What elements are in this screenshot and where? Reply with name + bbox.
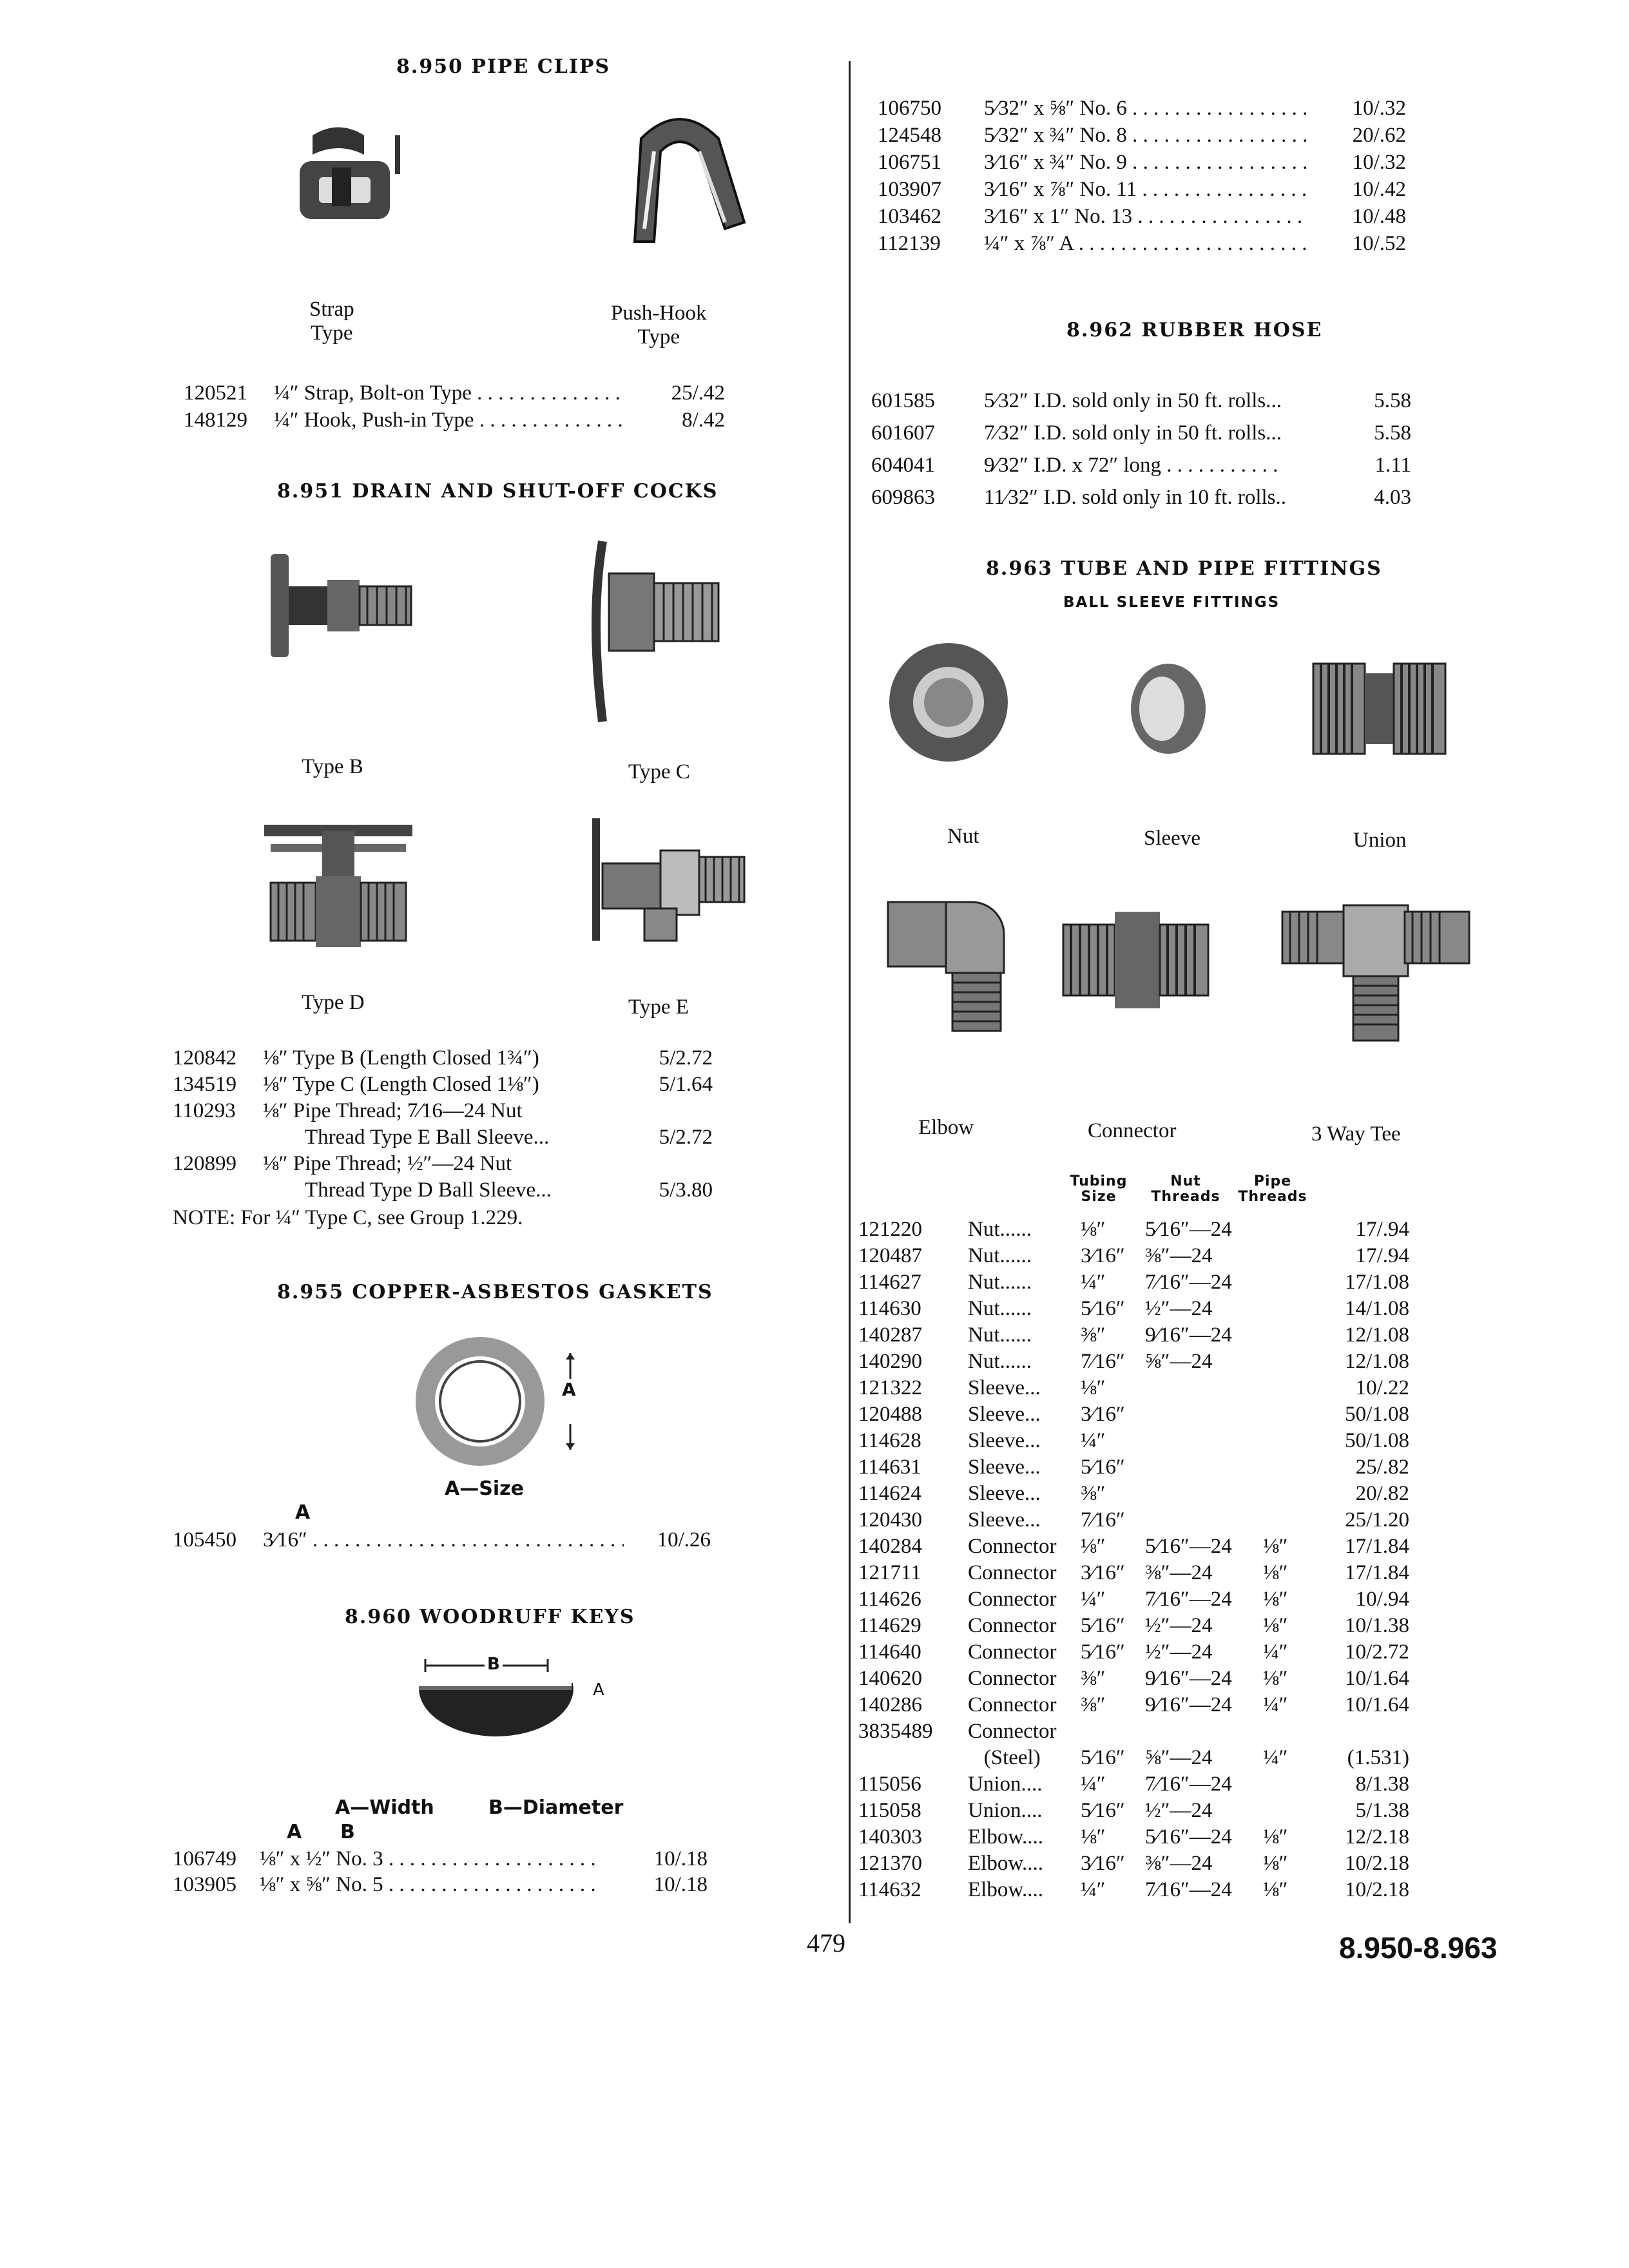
table-row (858, 1401, 1409, 1427)
part-number: 140286 (858, 1693, 922, 1716)
sleeve-caption: Sleeve (1144, 827, 1200, 850)
part-description: 7⁄32″ I.D. sold only in 50 ft. rolls... (984, 421, 1282, 445)
part-number: 148129 (184, 408, 247, 432)
fitting-name: Sleeve... (968, 1376, 1041, 1399)
part-price: 10/.32 (1352, 97, 1406, 120)
fitting-name: Sleeve... (968, 1482, 1041, 1505)
part-price: 10/.22 (1355, 1376, 1409, 1399)
part-price: 10/.32 (1352, 151, 1406, 174)
table-row (858, 1481, 1409, 1506)
part-number: 140287 (858, 1323, 922, 1347)
gaskets-title: 8.955 COPPER-ASBESTOS GASKETS (277, 1281, 713, 1303)
tubing-size: 3⁄16″ (1081, 1852, 1125, 1875)
part-number: 114631 (858, 1456, 921, 1479)
part-number: 112139 (878, 232, 941, 255)
strap-type-caption (309, 298, 354, 345)
woodruff-dim-a: A (593, 1680, 604, 1700)
part-price: 5/3.80 (659, 1178, 713, 1202)
fitting-name: Union.... (968, 1773, 1043, 1796)
tubing-size: ⅜″ (1081, 1693, 1106, 1716)
table-row (858, 1375, 1409, 1401)
part-price: 5/2.72 (659, 1126, 713, 1149)
table-row (858, 1613, 1409, 1639)
fitting-name: Nut...... (968, 1271, 1032, 1294)
nut-thread: 9⁄16″—24 (1145, 1667, 1232, 1690)
table-row (878, 204, 1406, 229)
table-row (858, 1296, 1409, 1321)
fitting-name: Union.... (968, 1799, 1043, 1822)
table-row (858, 1718, 1409, 1744)
part-description: 5⁄32″ x ¾″ No. 8 . . . (984, 122, 1306, 148)
tubing-size: ¼″ (1081, 1773, 1106, 1796)
part-description: 5⁄32″ x ⅝″ No. 6 . . . (984, 95, 1306, 121)
part-number: 120842 (173, 1046, 236, 1070)
part-number: 140303 (858, 1825, 922, 1849)
elbow-fitting-illustration (882, 889, 1010, 1037)
part-number: 103905 (173, 1873, 236, 1896)
fitting-name: Sleeve... (968, 1403, 1041, 1426)
tube-fittings-title: 8.963 TUBE AND PIPE FITTINGS (986, 557, 1382, 580)
fitting-name: Connector (968, 1720, 1057, 1743)
fitting-name: Nut...... (968, 1218, 1032, 1241)
sleeve-fitting-illustration (1126, 660, 1210, 757)
caption-line: Type (311, 322, 353, 345)
type-b-cock-illustration (264, 541, 419, 670)
part-price: 12/2.18 (1345, 1825, 1409, 1849)
part-number: 115056 (858, 1773, 921, 1796)
fitting-name: Sleeve... (968, 1429, 1041, 1452)
part-price: 17/1.84 (1345, 1535, 1409, 1558)
part-description: ⅛″ x ½″ No. 3 . . . (260, 1846, 601, 1872)
tubing-size: ⅜″ (1081, 1323, 1106, 1347)
fitting-name: Elbow.... (968, 1878, 1044, 1901)
pipe-thread: ¼″ (1263, 1640, 1288, 1664)
part-price: 10/1.38 (1345, 1614, 1409, 1637)
table-row (173, 1045, 713, 1071)
part-price: 10/2.18 (1345, 1852, 1409, 1875)
table-row (858, 1692, 1409, 1718)
fitting-name: Nut...... (968, 1350, 1032, 1373)
part-number: 114640 (858, 1640, 921, 1664)
part-number: 120487 (858, 1244, 922, 1267)
part-price: 1.11 (1374, 454, 1411, 477)
pipe-thread: ⅛″ (1263, 1588, 1288, 1611)
part-price: 25/.42 (671, 381, 725, 405)
part-description: ¼″ x ⅞″ A . . . (984, 231, 1306, 256)
push-hook-type-caption (611, 302, 707, 349)
table-row (173, 1527, 711, 1553)
nut-thread: 7⁄16″—24 (1145, 1773, 1232, 1796)
part-price: (1.531) (1347, 1746, 1409, 1769)
tubing-size: ⅛″ (1081, 1535, 1106, 1558)
fitting-name: Elbow.... (968, 1852, 1044, 1875)
nut-thread: ½″—24 (1145, 1297, 1213, 1320)
table-row (858, 1639, 1409, 1665)
part-number: 114632 (858, 1878, 921, 1901)
part-description: Thread Type D Ball Sleeve... (305, 1178, 552, 1202)
table-row (858, 1798, 1409, 1823)
nut-threads-header (1144, 1174, 1228, 1205)
three-way-tee-illustration (1282, 899, 1476, 1047)
header-line: Nut (1170, 1173, 1201, 1189)
fitting-name: Connector (968, 1614, 1057, 1637)
part-number: 114630 (858, 1297, 921, 1320)
rubber-hose-title: 8.962 RUBBER HOSE (1066, 319, 1323, 341)
tubing-size: ¼″ (1081, 1878, 1106, 1901)
fitting-name: Nut...... (968, 1323, 1032, 1347)
part-description: 11⁄32″ I.D. sold only in 10 ft. rolls.. (984, 486, 1287, 509)
pipe-thread: ⅛″ (1263, 1614, 1288, 1637)
table-row (871, 388, 1411, 414)
elbow-caption: Elbow (918, 1116, 974, 1139)
tubing-size-header (1057, 1174, 1141, 1205)
part-description: 5⁄32″ I.D. sold only in 50 ft. rolls... (984, 389, 1282, 412)
tubing-size: ¼″ (1081, 1271, 1106, 1294)
part-number: 120521 (184, 381, 247, 405)
part-price: 50/1.08 (1345, 1403, 1409, 1426)
nut-thread: ½″—24 (1145, 1799, 1213, 1822)
fittings-table (858, 1216, 1409, 1919)
part-price: 17/.94 (1355, 1244, 1409, 1267)
push-hook-clip-illustration (602, 113, 751, 248)
tubing-size: ⅛″ (1081, 1376, 1106, 1399)
table-row (858, 1771, 1409, 1797)
pipe-thread: ⅛″ (1263, 1535, 1288, 1558)
tubing-size: 3⁄16″ (1081, 1561, 1125, 1584)
part-price: 10/1.64 (1345, 1693, 1409, 1716)
nut-thread: 5⁄16″—24 (1145, 1535, 1232, 1558)
table-row (173, 1846, 708, 1872)
nut-thread: ½″—24 (1145, 1614, 1213, 1637)
pipe-thread: ⅛″ (1263, 1667, 1288, 1690)
part-number: 120488 (858, 1403, 922, 1426)
header-line: Tubing (1070, 1173, 1128, 1189)
table-row (184, 380, 725, 406)
part-number: 140290 (858, 1350, 922, 1373)
union-fitting-illustration (1313, 657, 1449, 760)
part-description: ⅛″ Type C (Length Closed 1⅛″) (263, 1073, 539, 1096)
tubing-size: 7⁄16″ (1081, 1350, 1125, 1373)
table-row (878, 95, 1406, 121)
pipe-thread: ⅛″ (1263, 1852, 1288, 1875)
part-number: 103907 (878, 178, 941, 201)
tube-fittings-subtitle: BALL SLEEVE FITTINGS (1063, 594, 1280, 611)
woodruff-keys-title: 8.960 WOODRUFF KEYS (345, 1606, 635, 1628)
pipe-clips-title: 8.950 PIPE CLIPS (396, 55, 611, 78)
gasket-col-header: A (295, 1501, 311, 1524)
pipe-thread: ⅛″ (1263, 1878, 1288, 1901)
fitting-name: Connector (968, 1667, 1057, 1690)
nut-thread: ⅜″—24 (1145, 1561, 1213, 1584)
tubing-size: 5⁄16″ (1081, 1456, 1125, 1479)
part-number: 121370 (858, 1852, 922, 1875)
drain-cocks-title: 8.951 DRAIN AND SHUT-OFF COCKS (277, 480, 718, 503)
part-number: 140284 (858, 1535, 922, 1558)
table-row (858, 1745, 1409, 1771)
table-row (878, 149, 1406, 175)
part-price: 5.58 (1374, 389, 1411, 412)
part-price: 17/1.08 (1345, 1271, 1409, 1294)
table-row (871, 485, 1411, 510)
part-description: ¼″ Hook, Push-in Type . . . (274, 407, 622, 433)
header-line: Threads (1238, 1189, 1307, 1205)
nut-fitting-illustration (884, 638, 1013, 767)
connector-fitting-illustration (1063, 905, 1211, 1015)
part-description: 3⁄16″ x ⅞″ No. 11 . . . (984, 177, 1306, 202)
nut-thread: 7⁄16″—24 (1145, 1271, 1232, 1294)
part-number: 106750 (878, 97, 941, 120)
table-row (858, 1428, 1409, 1454)
fitting-name: Elbow.... (968, 1825, 1044, 1849)
part-price: 50/1.08 (1345, 1429, 1409, 1452)
part-number: 114624 (858, 1482, 921, 1505)
fitting-name: Nut...... (968, 1244, 1032, 1267)
table-row (858, 1850, 1409, 1876)
nut-caption: Nut (947, 825, 979, 848)
table-row (858, 1454, 1409, 1480)
nut-thread: ⅜″—24 (1145, 1244, 1213, 1267)
table-row (871, 420, 1411, 446)
three-way-tee-caption: 3 Way Tee (1311, 1122, 1401, 1146)
part-description: ¼″ Strap, Bolt-on Type . . . (274, 380, 622, 406)
part-price: 12/1.08 (1345, 1323, 1409, 1347)
page-number: 479 (807, 1928, 845, 1957)
type-d-cock-illustration (264, 812, 419, 960)
part-number: 604041 (871, 454, 935, 477)
woodruff-key-illustration (412, 1656, 593, 1746)
part-number: 121322 (858, 1376, 922, 1399)
table-row (184, 407, 725, 433)
part-description: ⅛″ Pipe Thread; ½″—24 Nut (263, 1152, 512, 1175)
tubing-size: 5⁄16″ (1081, 1746, 1125, 1769)
part-price: 5/1.38 (1355, 1799, 1409, 1822)
part-price: 17/1.84 (1345, 1561, 1409, 1584)
nut-thread: 9⁄16″—24 (1145, 1323, 1232, 1347)
gasket-size-header: A—Size (445, 1477, 524, 1500)
table-row (858, 1586, 1409, 1612)
part-price: 10/.18 (653, 1873, 708, 1896)
part-number: 601585 (871, 389, 935, 412)
tubing-size: ⅛″ (1081, 1825, 1106, 1849)
table-row (858, 1216, 1409, 1242)
fitting-name: Nut...... (968, 1297, 1032, 1320)
part-price: 4.03 (1374, 486, 1411, 509)
table-row (858, 1533, 1409, 1559)
part-number: 110293 (173, 1099, 236, 1122)
type-b-caption: Type B (302, 755, 363, 778)
column-divider (849, 61, 851, 1923)
table-row (858, 1824, 1409, 1850)
part-price: 17/.94 (1355, 1218, 1409, 1241)
tubing-size: ¼″ (1081, 1588, 1106, 1611)
fitting-name: Sleeve... (968, 1456, 1041, 1479)
part-price: 20/.82 (1355, 1482, 1409, 1505)
fitting-name: Sleeve... (968, 1508, 1041, 1532)
part-price: 10/.42 (1352, 178, 1406, 201)
type-e-cock-illustration (577, 812, 751, 954)
part-description: 3⁄16″ . . . (263, 1527, 624, 1553)
fitting-name: Connector (968, 1693, 1057, 1716)
table-row (858, 1877, 1409, 1903)
part-price: 25/.82 (1355, 1456, 1409, 1479)
gasket-dim-label: A (562, 1379, 576, 1400)
nut-thread: ½″—24 (1145, 1640, 1213, 1664)
tubing-size: 5⁄16″ (1081, 1614, 1125, 1637)
table-row (878, 122, 1406, 148)
type-d-caption: Type D (302, 991, 365, 1014)
part-number: 105450 (173, 1528, 236, 1552)
tubing-size: 7⁄16″ (1081, 1508, 1125, 1532)
nut-thread: ⅜″—24 (1145, 1852, 1213, 1875)
pipe-thread: ⅛″ (1263, 1561, 1288, 1584)
table-row (173, 1177, 713, 1203)
pipe-thread: ⅛″ (1263, 1825, 1288, 1849)
part-number: 124548 (878, 124, 941, 147)
fitting-name: Connector (968, 1588, 1057, 1611)
table-row (173, 1872, 708, 1898)
woodruff-dim-b: B (485, 1655, 503, 1674)
type-c-caption: Type C (628, 760, 690, 783)
tubing-size: ⅜″ (1081, 1667, 1106, 1690)
part-number: 134519 (173, 1073, 236, 1096)
part-number: 114626 (858, 1588, 921, 1611)
part-description: 3⁄16″ x ¾″ No. 9 . . . (984, 149, 1306, 175)
part-number: 114627 (858, 1271, 921, 1294)
nut-thread: 5⁄16″—24 (1145, 1825, 1232, 1849)
pipe-threads-header (1231, 1174, 1315, 1205)
part-price: 10/2.18 (1345, 1878, 1409, 1901)
tubing-size: 5⁄16″ (1081, 1799, 1125, 1822)
tubing-size: ¼″ (1081, 1429, 1106, 1452)
part-number: 121220 (858, 1218, 922, 1241)
woodruff-col-a: A (287, 1821, 302, 1843)
connector-caption: Connector (1088, 1119, 1177, 1142)
tubing-size: 5⁄16″ (1081, 1640, 1125, 1664)
nut-thread: 7⁄16″—24 (1145, 1588, 1232, 1611)
part-number: 121711 (858, 1561, 921, 1584)
tubing-size: ⅛″ (1081, 1218, 1106, 1241)
part-number: 601607 (871, 421, 935, 445)
part-number: 120430 (858, 1508, 922, 1532)
caption-line: Strap (309, 298, 354, 321)
nut-thread: 7⁄16″—24 (1145, 1878, 1232, 1901)
table-row (858, 1243, 1409, 1269)
table-row (858, 1349, 1409, 1374)
part-price: 14/1.08 (1345, 1297, 1409, 1320)
table-row (858, 1666, 1409, 1691)
union-caption: Union (1353, 829, 1407, 852)
tubing-size: ⅜″ (1081, 1482, 1106, 1505)
type-c-cock-illustration (583, 535, 731, 722)
woodruff-diameter-header: B—Diameter (488, 1796, 624, 1819)
table-row (871, 452, 1411, 478)
part-description: 3⁄16″ x 1″ No. 13 . . . (984, 204, 1306, 229)
part-number: 140620 (858, 1667, 922, 1690)
part-price: 10/.52 (1352, 232, 1406, 255)
caption-line: Push-Hook (611, 302, 707, 325)
table-row (858, 1269, 1409, 1295)
tubing-size: 3⁄16″ (1081, 1403, 1125, 1426)
section-range: 8.950-8.963 (1339, 1931, 1498, 1965)
part-description: Thread Type E Ball Sleeve... (305, 1126, 550, 1149)
nut-thread: ⅝″—24 (1145, 1746, 1213, 1769)
table-row (173, 1072, 713, 1097)
part-price: 5/2.72 (659, 1046, 713, 1070)
part-number: 106749 (173, 1847, 236, 1870)
part-price: 10/.18 (653, 1847, 708, 1870)
header-line: Threads (1151, 1189, 1220, 1205)
part-number: 106751 (878, 151, 941, 174)
type-e-caption: Type E (628, 995, 689, 1019)
part-price: 12/1.08 (1345, 1350, 1409, 1373)
part-description: ⅛″ Pipe Thread; 7⁄16—24 Nut (263, 1099, 523, 1122)
part-price: 5.58 (1374, 421, 1411, 445)
part-description: ⅛″ x ⅝″ No. 5 . . . (260, 1872, 601, 1898)
part-price: 5/1.64 (659, 1073, 713, 1096)
part-price: 20/.62 (1352, 124, 1406, 147)
table-row (878, 177, 1406, 202)
woodruff-col-b: B (340, 1821, 355, 1843)
part-price: 10/1.64 (1345, 1667, 1409, 1690)
part-price: 10/.26 (657, 1528, 711, 1552)
table-row (173, 1098, 713, 1124)
table-row (858, 1560, 1409, 1586)
part-description: 9⁄32″ I.D. x 72″ long . . . (984, 452, 1280, 478)
nut-thread: 9⁄16″—24 (1145, 1693, 1232, 1716)
part-number: 114628 (858, 1429, 921, 1452)
part-price: 8/1.38 (1355, 1773, 1409, 1796)
fitting-name: Connector (968, 1561, 1057, 1584)
header-line: Pipe (1253, 1173, 1292, 1189)
pipe-thread: ¼″ (1263, 1746, 1288, 1769)
strap-clip-illustration (293, 122, 409, 245)
table-row (858, 1507, 1409, 1533)
part-number: 114629 (858, 1614, 921, 1637)
fitting-name: Connector (968, 1640, 1057, 1664)
nut-thread: 5⁄16″—24 (1145, 1218, 1232, 1241)
table-row (173, 1124, 713, 1150)
part-number: 609863 (871, 486, 935, 509)
part-description: ⅛″ Type B (Length Closed 1¾″) (263, 1046, 539, 1070)
drain-cocks-note: NOTE: For ¼″ Type C, see Group 1.229. (173, 1206, 523, 1229)
nut-thread: ⅝″—24 (1145, 1350, 1213, 1373)
fitting-name: (Steel) (968, 1746, 1041, 1769)
tubing-size: 5⁄16″ (1081, 1297, 1125, 1320)
header-line: Size (1081, 1189, 1117, 1205)
part-price: 10/.94 (1355, 1588, 1409, 1611)
part-price: 25/1.20 (1345, 1508, 1409, 1532)
part-price: 8/.42 (682, 408, 725, 432)
gasket-illustration (412, 1340, 580, 1463)
table-row (878, 231, 1406, 256)
tubing-size: 3⁄16″ (1081, 1244, 1125, 1267)
table-row (858, 1322, 1409, 1348)
fitting-name: Connector (968, 1535, 1057, 1558)
pipe-thread: ¼″ (1263, 1693, 1288, 1716)
caption-line: Type (637, 325, 680, 349)
part-number: 3835489 (858, 1720, 933, 1743)
woodruff-width-header: A—Width (335, 1796, 434, 1819)
part-number: 103462 (878, 205, 941, 228)
part-number: 120899 (173, 1152, 236, 1175)
part-price: 10/.48 (1352, 205, 1406, 228)
part-number: 115058 (858, 1799, 921, 1822)
table-row (173, 1151, 713, 1177)
part-price: 10/2.72 (1345, 1640, 1409, 1664)
